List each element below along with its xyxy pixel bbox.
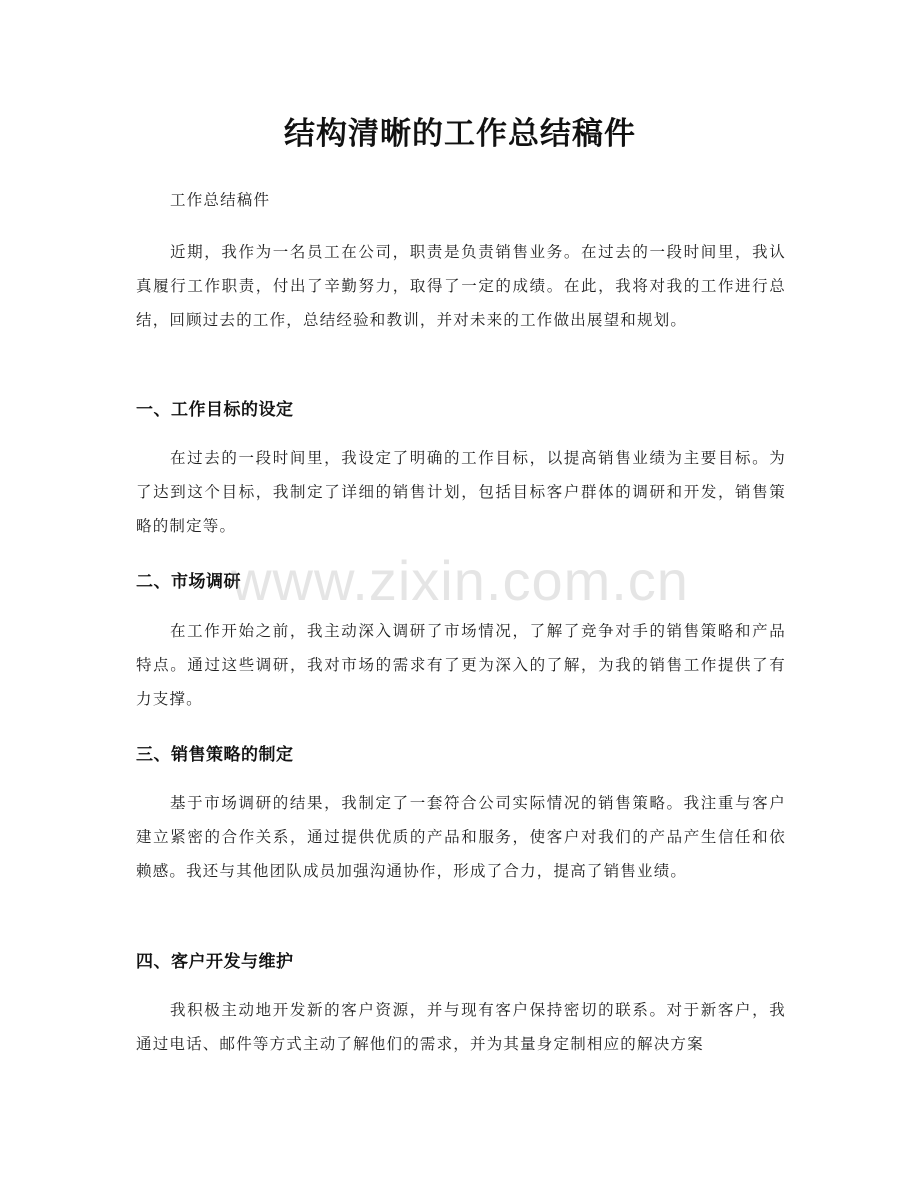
section-body: 在过去的一段时间里，我设定了明确的工作目标，以提高销售业绩为主要目标。为了达到这个目标，我制定了详细的销售计划，包括目标客户群体的调研和开发，销售策略的制定等。 — [136, 449, 786, 536]
section-heading: 一、工作目标的设定 — [136, 400, 294, 420]
intro-paragraph: 近期，我作为一名员工在公司，职责是负责销售业务。在过去的一段时间里，我认真履行工作职责，付出了辛勤努力，取得了一定的成绩。在此，我将对我的工作进行总结，回顾过去的工作，总结经验和教训，并对未来的工作做出展望和规划。 — [136, 243, 786, 330]
section-body: 在工作开始之前，我主动深入调研了市场情况，了解了竞争对手的销售策略和产品特点。通过这些调研，我对市场的需求有了更为深入的了解，为我的销售工作提供了有力支撑。 — [136, 622, 786, 709]
watermark-text: www.zixin.com.cn — [231, 549, 689, 612]
section-body: 基于市场调研的结果，我制定了一套符合公司实际情况的销售策略。我注重与客户建立紧密的合作关系，通过提供优质的产品和服务，使客户对我们的产品产生信任和依赖感。我还与其他团队成员加强沟通协作，形成了合力，提高了销售业绩。 — [136, 794, 786, 881]
document-subtitle: 工作总结稿件 — [170, 191, 271, 209]
page-title: 结构清晰的工作总结稿件 — [284, 116, 636, 152]
section-heading: 三、销售策略的制定 — [136, 745, 294, 765]
section-heading: 四、客户开发与维护 — [136, 952, 294, 972]
section-body: 我积极主动地开发新的客户资源，并与现有客户保持密切的联系。对于新客户，我通过电话、邮件等方式主动了解他们的需求，并为其量身定制相应的解决方案 — [136, 1001, 786, 1054]
section-heading: 二、市场调研 — [136, 572, 241, 592]
